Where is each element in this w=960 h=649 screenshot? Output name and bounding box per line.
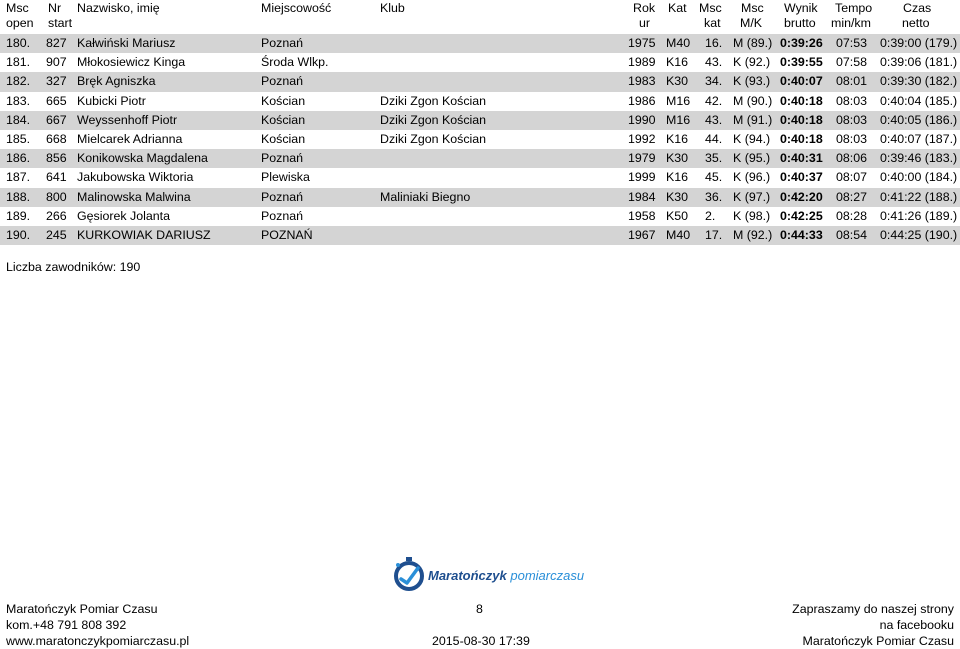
cell-rok: 1999 [628,170,656,185]
cell-msc-kat: 2. [705,208,716,223]
cell-tempo: 07:58 [836,55,868,70]
table-row [0,130,960,149]
cell-msc-mk: M (91.) [733,112,773,127]
cell-tempo: 08:03 [836,131,868,146]
cell-netto: 0:39:06 (181.) [880,55,958,70]
cell-tempo: 08:28 [836,208,868,223]
cell-msc-mk: M (92.) [733,227,773,242]
cell-tempo: 07:53 [836,36,868,50]
cell-nr: 327 [46,74,67,89]
cell-netto: 0:39:30 (182.) [880,74,958,89]
cell-name: Kałwiński Mariusz [77,36,176,50]
cell-name: Gęsiorek Jolanta [77,208,170,223]
footer-website-link[interactable]: www.maratonczykpomiarczasu.pl [6,634,190,648]
cell-city: Poznań [261,189,304,204]
logo [390,556,610,594]
footer-facebook: na facebooku [879,618,954,632]
header-rok-2: ur [639,16,651,30]
header-club: Klub [380,1,405,15]
cell-msc-kat: 43. [705,112,723,127]
footer-company-right: Maratończyk Pomiar Czasu [802,634,954,648]
cell-msc: 180. [6,36,31,50]
cell-msc: 190. [6,227,31,242]
table-row [0,207,960,226]
cell-name: Weyssenhoff Piotr [77,112,178,127]
cell-msc-mk: K (97.) [733,189,771,204]
cell-city: Plewiska [261,170,310,185]
cell-msc-kat: 43. [705,55,723,70]
cell-msc-mk: K (96.) [733,170,771,185]
cell-rok: 1958 [628,208,656,223]
header-wynik-2: brutto [784,16,816,30]
page-number: 8 [476,602,483,616]
table-row [0,111,960,130]
cell-kat: K30 [666,74,689,89]
cell-msc-mk: K (92.) [733,55,771,70]
participants-count: Liczba zawodników: 190 [6,260,141,274]
footer-invite: Zapraszamy do naszej strony [792,602,954,616]
cell-tempo: 08:27 [836,189,868,204]
cell-brutto: 0:40:07 [780,74,823,89]
cell-city: Kościan [261,112,306,127]
cell-kat: M16 [666,93,691,108]
cell-netto: 0:39:00 (179.) [880,36,958,50]
cell-nr: 668 [46,131,67,146]
cell-netto: 0:39:46 (183.) [880,151,958,166]
cell-name: Konikowska Magdalena [77,151,208,166]
header-tempo: Tempo [835,1,873,15]
cell-name: Malinowska Malwina [77,189,191,204]
header-nr-start-2: start [48,16,73,30]
cell-msc-mk: K (94.) [733,131,771,146]
cell-netto: 0:41:26 (189.) [880,208,958,223]
cell-netto: 0:44:25 (190.) [880,227,958,242]
cell-msc-mk: M (90.) [733,93,773,108]
logo-text-primary: Maratończyk [428,568,507,583]
cell-brutto: 0:39:26 [780,36,823,50]
header-city: Miejscowość [261,1,332,15]
cell-msc: 188. [6,189,31,204]
cell-kat: M40 [666,36,691,50]
cell-nr: 266 [46,208,67,223]
cell-rok: 1975 [628,36,656,50]
cell-tempo: 08:03 [836,112,868,127]
header-name: Nazwisko, imię [77,1,160,15]
cell-tempo: 08:54 [836,227,868,242]
cell-msc-mk: K (93.) [733,74,771,89]
table-row [0,226,960,245]
cell-city: Poznań [261,36,304,50]
header-msc-mk: Msc [741,1,764,15]
header-czas: Czas [903,1,932,15]
cell-tempo: 08:07 [836,170,868,185]
cell-msc-kat: 42. [705,93,723,108]
header-wynik: Wynik [784,1,818,15]
cell-kat: K16 [666,170,689,185]
cell-rok: 1992 [628,131,656,146]
cell-brutto: 0:42:25 [780,208,823,223]
table-row [0,188,960,207]
cell-msc-kat: 16. [705,36,723,50]
results-table [0,34,960,245]
cell-msc: 186. [6,151,31,166]
cell-msc-mk: M (89.) [733,36,773,50]
logo-text-secondary: pomiarczasu [506,568,585,583]
cell-kat: K30 [666,189,689,204]
cell-brutto: 0:40:37 [780,170,823,185]
cell-brutto: 0:40:31 [780,151,823,166]
cell-nr: 667 [46,112,67,127]
stopwatch-logo-icon [392,556,426,592]
cell-brutto: 0:40:18 [780,112,823,127]
cell-rok: 1967 [628,227,656,242]
cell-tempo: 08:03 [836,93,868,108]
cell-city: Kościan [261,93,306,108]
cell-name: Młokosiewicz Kinga [77,55,186,70]
cell-msc: 187. [6,170,31,185]
table-row [0,149,960,168]
cell-city: Poznań [261,208,304,223]
cell-city: Poznań [261,151,304,166]
cell-netto: 0:40:07 (187.) [880,131,958,146]
cell-nr: 827 [46,36,67,50]
cell-netto: 0:40:00 (184.) [880,170,958,185]
cell-city: Środa Wlkp. [261,55,329,70]
cell-club: Dziki Zgon Kościan [380,131,487,146]
header-nr-start: Nr [48,1,62,15]
cell-rok: 1990 [628,112,656,127]
logo-text [428,568,584,583]
cell-msc-kat: 45. [705,170,723,185]
cell-nr: 245 [46,227,67,242]
cell-msc-kat: 36. [705,189,723,204]
cell-name: Mielcarek Adrianna [77,131,183,146]
table-row [0,168,960,187]
table-row [0,92,960,111]
cell-nr: 856 [46,151,67,166]
cell-name: Kubicki Piotr [77,93,146,108]
header-kat: Kat [668,1,687,15]
cell-msc-kat: 44. [705,131,723,146]
cell-club: Maliniaki Biegno [380,189,471,204]
cell-msc-mk: K (98.) [733,208,771,223]
cell-city: Poznań [261,74,304,89]
cell-brutto: 0:40:18 [780,93,823,108]
cell-kat: M40 [666,227,691,242]
cell-netto: 0:40:04 (185.) [880,93,958,108]
cell-brutto: 0:39:55 [780,55,823,70]
table-header [0,0,960,34]
cell-rok: 1989 [628,55,656,70]
cell-name: Bręk Agniszka [77,74,156,89]
cell-tempo: 08:01 [836,74,868,89]
cell-brutto: 0:40:18 [780,131,823,146]
header-msc-kat-2: kat [704,16,721,30]
cell-tempo: 08:06 [836,151,868,166]
cell-netto: 0:40:05 (186.) [880,112,958,127]
cell-msc: 182. [6,74,31,89]
footer-company: Maratończyk Pomiar Czasu [6,602,158,616]
cell-brutto: 0:42:20 [780,189,823,204]
table-row [0,53,960,72]
cell-city: POZNAŃ [261,227,313,242]
header-msc-kat: Msc [699,1,722,15]
cell-kat: K16 [666,131,689,146]
cell-msc: 185. [6,131,31,146]
table-row [0,34,960,53]
cell-nr: 907 [46,55,67,70]
cell-club: Dziki Zgon Kościan [380,93,487,108]
cell-msc-mk: K (95.) [733,151,771,166]
cell-rok: 1979 [628,151,656,166]
cell-netto: 0:41:22 (188.) [880,189,958,204]
cell-rok: 1986 [628,93,656,108]
cell-kat: M16 [666,112,691,127]
cell-kat: K16 [666,55,689,70]
cell-msc-kat: 17. [705,227,723,242]
footer-phone: kom.+48 791 808 392 [6,618,127,632]
cell-city: Kościan [261,131,306,146]
table-row [0,72,960,91]
cell-kat: K50 [666,208,689,223]
header-msc-open: Msc [6,1,29,15]
cell-brutto: 0:44:33 [780,227,823,242]
header-msc-mk-2: M/K [740,16,763,30]
cell-msc-kat: 34. [705,74,723,89]
cell-msc: 183. [6,93,31,108]
header-rok: Rok [633,1,656,15]
header-tempo-2: min/km [831,16,871,30]
cell-rok: 1983 [628,74,656,89]
cell-name: KURKOWIAK DARIUSZ [77,227,211,242]
cell-msc-kat: 35. [705,151,723,166]
cell-nr: 665 [46,93,67,108]
cell-rok: 1984 [628,189,656,204]
footer-datetime: 2015-08-30 17:39 [432,634,530,648]
cell-kat: K30 [666,151,689,166]
cell-name: Jakubowska Wiktoria [77,170,194,185]
cell-msc: 184. [6,112,31,127]
cell-msc: 189. [6,208,31,223]
header-czas-2: netto [902,16,930,30]
cell-nr: 800 [46,189,67,204]
cell-msc: 181. [6,55,31,70]
header-msc-open-2: open [6,16,34,30]
cell-club: Dziki Zgon Kościan [380,112,487,127]
cell-nr: 641 [46,170,67,185]
